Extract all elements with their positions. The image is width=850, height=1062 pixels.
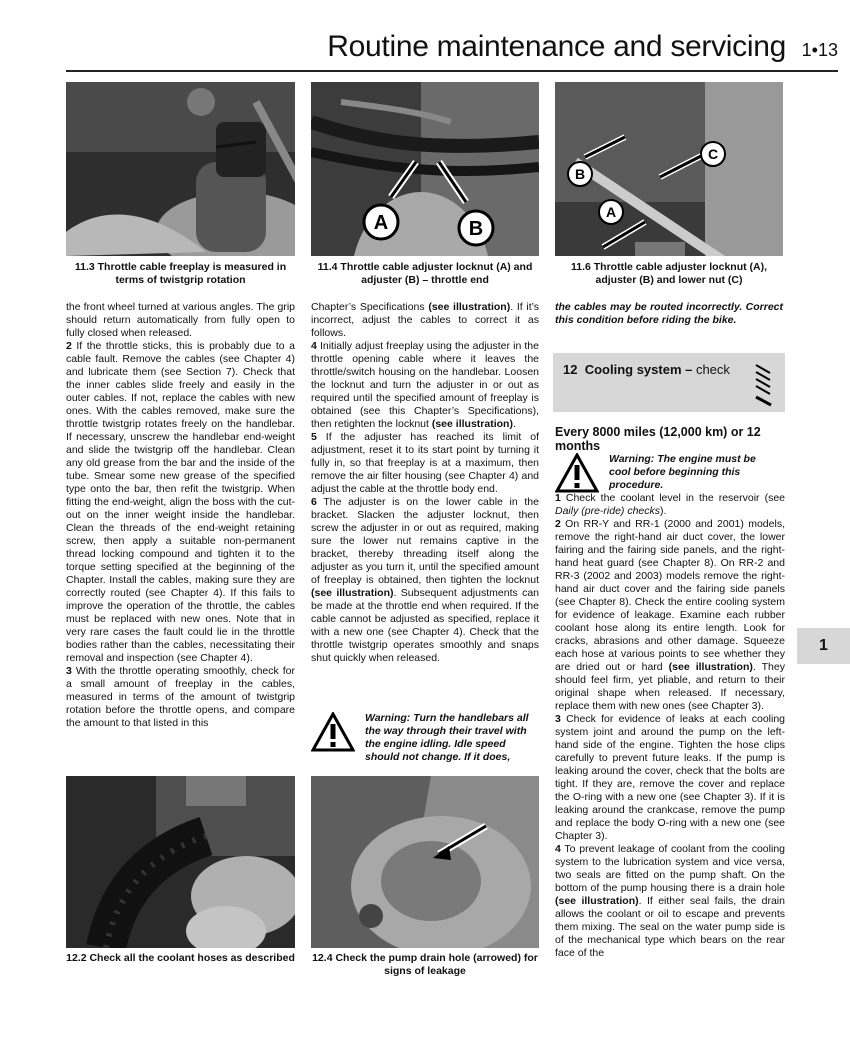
section-header [553,353,785,412]
chapter-tab: 1 [797,628,850,664]
label-c: C [707,146,719,162]
text-column-3: 1 Check the coolant level in the reservoir (see Daily (pre-ride) checks). 2 On RR-Y and RR-1 (2000 and 2001) models, remove the right-hand air duct cover, the lower fairing and the fairing side panels, and the right-hand heat guard (see Chapter 8). On RR-2 and RR-3 (2002 and 2003) models remove the right-hand air duct cover and the fairing side panels (see Chapter 8). Check the entire cooling system for evidence of leakage. Examine each rubber coolant hose along its entire length. Look for cracks, abrasions and other damage. Squeeze each hose at various points to see whether they are dried out or hard (see illustration). They should feel firm, yet pliable, and return to their original shape when released. If necessary, replace them with new ones (see Chapter 3). 3 Check for evidence of leaks at each cooling system joint and around the pump on the left-hand side of the engine. Tighten the hose clips carefully to prevent future leaks. If the pump is leaking around the cover, check that the bolts are tight. If they are, remove the cover and replace the O-ring with a new one (see Chapter 3). If it is leaking around the crankcase, remove the pump and replace the body O-ring with a new one (see Chapter 3). 4 To prevent leakage of coolant from the cooling system to the lubrication system and vice versa, two seals are fitted on the pump shaft. On the bottom of the pump housing there is a drain hole (see illustration). If either seal fails, the drain allows the coolant or oil to escape and prevents them mixing. The seal on the water pump side is of the mechanical type which bears on the rear face of the [555,492,785,959]
label-a: A [373,212,389,234]
page-title: Routine maintenance and servicing [327,30,786,63]
warning-text: Warning: Turn the handlebars all the way through their travel with the engine idling. Idle speed should not change. If it does, [365,712,529,763]
photo-pump-drain-hole [311,776,539,948]
photo-caption: 12.4 Check the pump drain hole (arrowed) for signs of leakage [312,952,538,977]
label-b: B [468,218,484,240]
warning-box [311,712,539,764]
label-a: A [605,204,617,220]
photo-throttle-adjuster [311,82,539,256]
section-title: 12 Cooling system – check [563,362,730,377]
service-interval-heading: Every 8000 miles (12,000 km) or 12 months [555,425,761,453]
photo-caption: 12.2 Check all the coolant hoses as described [66,952,295,964]
warning-continuation: the cables may be routed incorrectly. Correct this condition before riding the bike. [555,301,783,326]
page-number: 1•13 [801,40,838,60]
label-b: B [574,166,586,182]
photo-caption: 11.4 Throttle cable adjuster locknut (A) and adjuster (B) – throttle end [317,261,533,286]
photo-caption: 11.3 Throttle cable freeplay is measured in terms of twistgrip rotation [74,261,287,286]
photo-coolant-hoses [66,776,295,948]
text-column-1: the front wheel turned at various angles. The grip should return automatically from fully open to fully closed when released. 2 If the throttle sticks, this is probably due to a cable fault. Remove the cables (see Chapter 4) and lubricate them (see Section 7). Check that the inner cables slide freely and easily in the outer cables. If not, replace the cables with new ones. With the cables removed, make sure the throttle twistgrip rotates freely on the handlebar. If necessary, unscrew the handlebar end-weight and slide the twistgrip off the handlebar. Clean any old grease from the bar and the inside of the tube. Smear some new grease of the specified type onto the bar, then refit the twistgrip. When fitting the end-weight, align the boss with the cut-out on the inner weight inside the handlebar. Clean the threads of the end-weight retaining screw, then apply a suitable non-permanent thread locking compound and tighten it to the torque setting specified at the beginning of the Chapter. Install the cables, making sure they are correctly routed (see Chapter 4). If this fails to improve the operation of the throttle, the cables must be replaced with new ones. Note that in very rare cases the fault could lie in the throttle bodies rather than the cables, necessitating their removal and inspection (see Chapter 4). 3 With the throttle operating smoothly, check for a small amount of freeplay in the cables, measured in terms of the amount of twistgrip rotation before the throttle opens, and compare the amount to that listed in this [66,301,295,729]
photo-caption: 11.6 Throttle cable adjuster locknut (A), adjuster (B) and lower nut (C) [570,261,768,286]
warning-icon [311,712,365,764]
header-rule [66,70,838,72]
photo-throttle-body-adjuster [555,82,783,256]
difficulty-wrench-icon [753,359,775,412]
photo-throttle-grip [66,82,295,256]
text-column-2: Chapter’s Specifications (see illustration). If it’s incorrect, adjust the cables to correct it as follows. 4 Initially adjust freeplay using the adjuster in the throttle opening cable where it leaves the throttle/switch housing on the handlebar. Loosen the locknut and turn the adjuster in or out as required until the specified amount of freeplay is obtained (see this Chapter’s Specifications), then retighten the locknut (see illustration). 5 If the adjuster has reached its limit of adjustment, reset it to its start point by turning it fully in, so that freeplay is at a maximum, then remove the air filter housing (see Chapter 4) and adjust the cable at the throttle body end. 6 The adjuster is on the lower cable in the bracket. Slacken the adjuster locknut, then screw the adjuster in or out as required, making sure the lower nut remains captive in the bracket, thereby threading itself along the adjuster as you turn it, until the specified amount of freeplay is obtained, then tighten the locknut (see illustration). Subsequent adjustments can be made at the throttle end when required. If the cable cannot be adjusted as specified, replace it with a new one (see Chapter 4). Check that the throttle twistgrip operates smoothly and snaps shut quickly when released. [311,301,540,664]
warning-text: Warning: The engine must be cool before beginning this procedure. [609,453,756,491]
